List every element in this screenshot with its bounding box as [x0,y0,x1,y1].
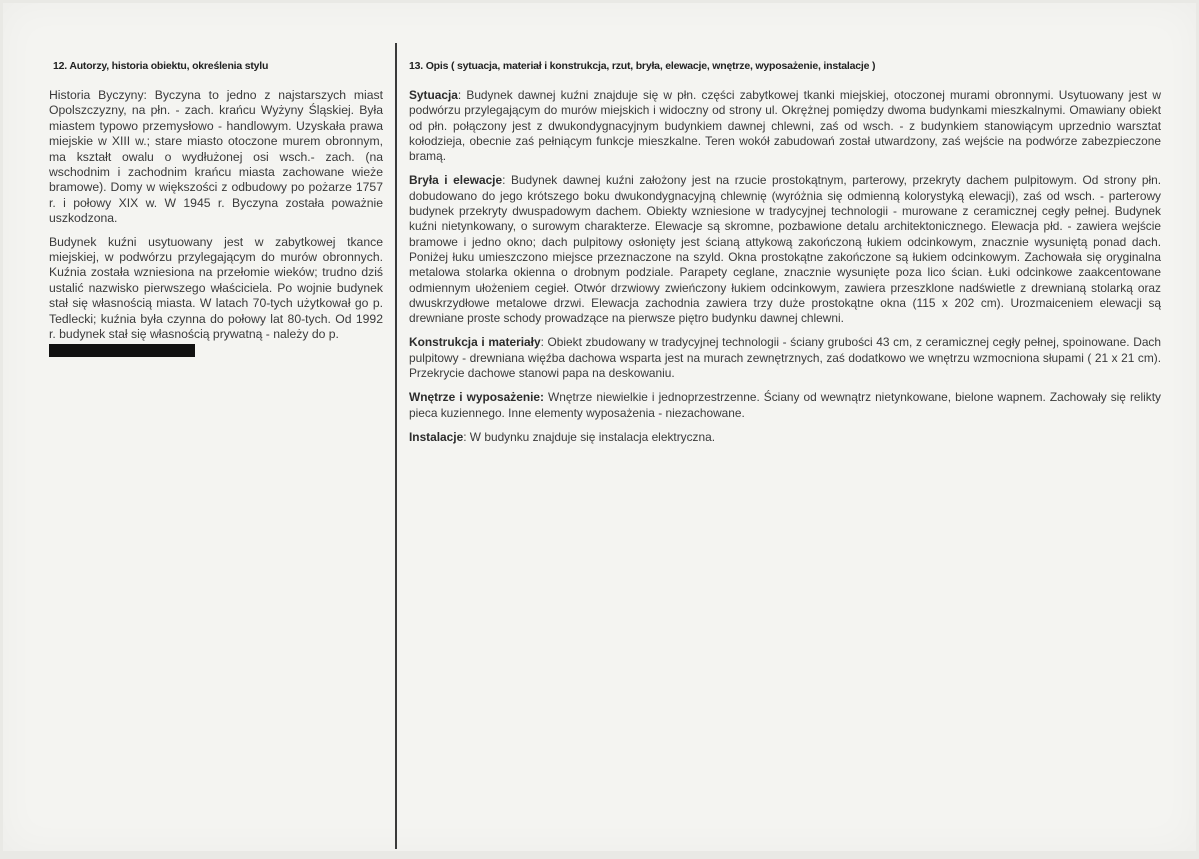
form-elevations-text: : Budynek dawnej kuźni założony jest na rzucie prostokątnym, parterowy, przekryty dachem pulpitowym. Od strony płn. dobudowano do jego krótszego boku dwukondygnacyjną chlewnię (wyróżnia się odmienną kolorystyką elewacji), zaś od wsch. - parterowy budynek przekryty dwuspadowym dachem. Obiekty wzniesione w tradycyjnej technologii - murowane z ceramicznej cegły pełnej. Budynek kuźni nietynkowany, o surowym charakterze. Elewacje są skromne, pozbawione detalu architektonicznego. Elewacja płd. - zawiera wejście bramowe i jedno okno; dach pulpitowy osłonięty jest ścianą attykową zakończoną łukiem odcinkowym, znacznie wysuniętą ponad dach. Poniżej łuku umieszczono miejsce przeznaczone na szyld. Okna prostokątne zakończone są łukiem odcinkowym. Zachowała się oryginalna metalowa stolarka okienna o drobnym podziale. Parapety ceglane, znacznie wysunięte poza lico ścian. Łuki odcinkowe zaakcentowane odmiennym ułożeniem cegieł. Otwór drzwiowy zwieńczony łukiem odcinkowym, zawiera przeszklone nadświetle z drewnianą stolarką oraz dwuskrzydłowe metalowe drzwi. Elewacja zachodnia zawiera trzy duże prostokątne okna (115 x 202 cm). Urozmaiceniem elewacji są drewniane proste schody prowadzące na pierwsze piętro budynku dawnej chlewni. [409,173,1162,326]
document-page [3,3,1196,851]
interior-label: Wnętrze i wyposażenie: [409,390,544,405]
section-13-heading: 13. Opis ( sytuacja, materiał i konstrukcja, rzut, bryła, elewacje, wnętrze, wyposażenie, instalacje ) [409,60,876,72]
interior-paragraph [409,390,1161,421]
form-elevations-paragraph [409,173,1161,326]
building-history-paragraph [49,235,383,357]
left-column [49,60,383,365]
installations-text: : W budynku znajduje się instalacja elektryczna. [463,429,716,444]
construction-paragraph [409,335,1161,381]
form-elevations-label: Bryła i elewacje [409,173,503,188]
redacted-owner-name [49,344,195,357]
situation-paragraph [409,88,1161,164]
interior-text: Wnętrze niewielkie i jednoprzestrzenne. Ściany od wewnątrz nietynkowane, bielone wapnem. Zachowały się relikty pieca kuziennego. Inne elementy wyposażenia - niezachowane. [409,390,1162,420]
column-divider [395,43,397,849]
history-paragraph: Historia Byczyny: Byczyna to jedno z najstarszych miast Opolszczyzny, na płn. - zach. krańcu Wyżyny Śląskiej. Była miastem typowo przemysłowo - handlowym. Uzyskała prawa miejskie w XIII w.; stare miasto otoczone murem obronnym, ma kształt owalu o wydłużonej osi wsch.- zach. (na wschodnim i zachodnim krańcu miasta zachowane wieże bramowe). Domy w większości z odbudowy po pożarze 1757 r. i połowy XIX w. W 1945 r. Byczyna została poważnie uszkodzona. [49,88,383,226]
construction-text: : Obiekt zbudowany w tradycyjnej technologii - ściany grubości 43 cm, z ceramicznej cegły pełnej, spoinowane. Dach pulpitowy - drewniana więźba dachowa wsparta jest na murach zewnętrznych, zaś dodatkowo we wnętrzu wzmocniona słupami ( 21 x 21 cm). Przekrycie dachowe stanowi papa na deskowaniu. [409,335,1161,381]
situation-label: Sytuacja [409,88,458,102]
building-history-text: Budynek kuźni usytuowany jest w zabytkowej tkance miejskiej, w podwórzu przylegającym do murów obronnych. Kuźnia została wzniesiona na przełomie wieków; trudno dziś ustalić nazwisko pierwszego właściciela. Po wojnie budynek stał się własnością miasta. W latach 70-tych użytkował go p. Tedlecki; kuźnia była czynna do połowy lat 80-tych. Od 1992 r. budynek stał się własnością prywatną - należy do p. [49,234,383,342]
construction-label: Konstrukcja i materiały [409,335,541,350]
section-12-heading: 12. Autorzy, historia obiektu, określenia stylu [53,60,269,72]
installations-paragraph [409,430,1161,445]
installations-label: Instalacje [409,429,464,444]
right-column [409,60,1161,454]
situation-text: : Budynek dawnej kuźni znajduje się w płn. części zabytkowej tkanki miejskiej, otoczonej murami obronnymi. Usytuowany jest w podwórzu przylegającym do murów miejskich i widoczny od strony ul. Okrężnej pomiędzy dwoma budynkami mieszkalnymi. Omawiany obiekt od płn. połączony jest z dwukondygnacyjnym budynkiem dawnej chlewni, zaś od wsch. - z budynkiem stanowiącym uprzednio warsztat kołodzieja, obecnie zaś pełniącym funkcje mieszkalne. Teren wokół zabudowań został utwardzony, zaś wejście na podwórze zabezpieczone bramą. [409,88,1161,164]
